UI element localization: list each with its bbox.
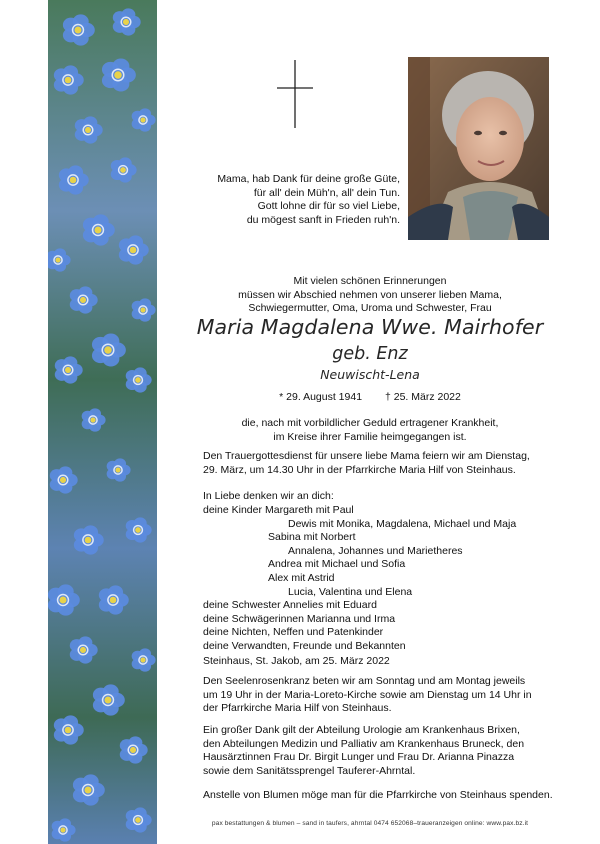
- rosary-line: Den Seelenrosenkranz beten wir am Sonntag und am Montag jeweils: [203, 675, 526, 687]
- flower-icon: [54, 65, 84, 94]
- thanks-line: sowie dem Sanitätssprengel Tauferer-Ahrntal.: [203, 764, 416, 777]
- death-date: † 25. März 2022: [384, 391, 461, 403]
- flower-icon: [70, 286, 98, 313]
- intro-line: müssen wir Abschied nehmen von unserer lieben Mama,: [238, 288, 502, 301]
- flower-icon: [75, 116, 103, 143]
- flower-icon: [92, 333, 126, 366]
- flower-icon: [74, 525, 104, 554]
- house-name: Neuwischt-Lena: [320, 367, 420, 382]
- flower-icon: [113, 8, 141, 35]
- intro-text: [170, 275, 570, 316]
- children-list: [265, 504, 354, 518]
- intro-line: Mit vielen schönen Erinnerungen: [293, 275, 447, 287]
- child-entry: Andrea mit Michael und Sofia: [268, 558, 406, 571]
- child-entry: Alex mit Astrid: [268, 571, 335, 584]
- flower-icon: [82, 408, 106, 431]
- birth-date: * 29. August 1941: [279, 391, 363, 403]
- portrait-illustration: [408, 57, 549, 240]
- flower-icon: [102, 58, 136, 91]
- maiden-name: geb. Enz: [332, 344, 408, 364]
- flower-icon: [132, 108, 156, 131]
- verse-line: du mögest sanft in Frieden ruh'n.: [246, 213, 400, 226]
- flowers-illustration: [48, 0, 157, 844]
- flower-icon: [50, 466, 78, 493]
- service-line: Den Trauergottesdienst für unsere liebe Mama feiern wir am Dienstag,: [203, 450, 530, 462]
- child-entry: Dewis mit Monika, Magdalena, Michael und Maja: [288, 517, 517, 530]
- flower-icon: [73, 774, 105, 805]
- thanks-text: [203, 724, 553, 778]
- flower-icon: [55, 356, 83, 383]
- place-date: Steinhaus, St. Jakob, am 25. März 2022: [203, 655, 390, 667]
- flower-icon: [59, 165, 89, 194]
- flower-icon: [111, 157, 137, 182]
- flower-icon: [126, 807, 152, 832]
- relative-entry: deine Verwandten, Freunde und Bekannten: [203, 639, 406, 652]
- rosary-text: [203, 675, 553, 716]
- verse-line: für all' dein Müh'n, all' dein Tun.: [253, 186, 400, 199]
- cross-icon: [277, 60, 313, 128]
- flower-icon: [48, 248, 71, 271]
- flower-icon: [70, 636, 98, 663]
- flower-icon: [83, 214, 115, 245]
- intro-line: Schwiegermutter, Oma, Uroma und Schwester, Frau: [248, 302, 492, 315]
- flower-icon: [93, 684, 125, 715]
- forget-me-not-flowers: [48, 0, 157, 844]
- funeral-service: [203, 450, 553, 477]
- deceased-name: Maria Magdalena Wwe. Mairhofer: [196, 315, 544, 339]
- flower-icon: [132, 648, 156, 671]
- children-group: [203, 504, 553, 518]
- flower-icon: [52, 818, 76, 841]
- verse-line: Gott lohne dir für so viel Liebe,: [257, 200, 400, 212]
- flower-icon: [120, 736, 148, 763]
- flower-icon: [132, 298, 156, 321]
- flower-icon: [99, 585, 129, 614]
- flowers-note: Anstelle von Blumen möge man für die Pfarrkirche von Steinhaus spenden.: [203, 789, 553, 801]
- family-list: [203, 504, 553, 654]
- flower-icon: [63, 14, 95, 45]
- footer-imprint: pax bestattungen & blumen – sand in taufers, ahrntal 0474 652068–traueranzeigen online: www.pax.bz.it: [211, 820, 529, 827]
- life-dates: [170, 391, 570, 403]
- child-entry: Sabina mit Norbert: [268, 531, 356, 544]
- rosary-line: der Pfarrkirche Maria Hilf von Steinhaus.: [203, 702, 392, 715]
- portrait-photo: [408, 57, 549, 240]
- passing-line: die, nach mit vorbildlicher Geduld ertragener Krankheit,: [241, 417, 499, 429]
- child-entry: Margareth mit Paul: [265, 504, 354, 516]
- children-label: deine Kinder: [203, 504, 262, 516]
- child-entry: Annalena, Johannes und Marietheres: [288, 544, 463, 557]
- relative-entry: deine Nichten, Neffen und Patenkinder: [203, 626, 384, 639]
- relative-entry: deine Schwester Annelies mit Eduard: [203, 599, 377, 612]
- service-line: 29. März, um 14.30 Uhr in der Pfarrkirche Maria Hilf von Steinhaus.: [203, 463, 516, 476]
- flower-icon: [48, 584, 80, 615]
- thanks-line: Hausärztinnen Frau Dr. Birgit Lunger und Frau Dr. Arianna Pinazza: [203, 751, 515, 764]
- memory-title: In Liebe denken wir an dich:: [203, 490, 334, 502]
- verse-line: Mama, hab Dank für deine große Güte,: [217, 173, 400, 185]
- thanks-line: Ein großer Dank gilt der Abteilung Urologie am Krankenhaus Brixen,: [203, 724, 520, 736]
- passing-line: im Kreise ihrer Familie heimgegangen ist.: [273, 430, 467, 443]
- passing-text: [170, 417, 570, 444]
- relative-entry: deine Schwägerinnen Marianna und Irma: [203, 612, 396, 625]
- child-entry: Lucia, Valentina und Elena: [288, 585, 413, 598]
- flower-icon: [107, 458, 131, 481]
- flower-icon: [119, 235, 149, 264]
- rosary-line: um 19 Uhr in der Maria-Loreto-Kirche sowie am Dienstag um 14 Uhr in: [203, 688, 532, 701]
- verse: [170, 173, 400, 227]
- thanks-line: den Abteilungen Medizin und Palliativ am Krankenhaus Bruneck, den: [203, 737, 525, 750]
- flower-icon: [126, 367, 152, 392]
- flower-icon: [54, 715, 84, 744]
- flower-icon: [126, 517, 152, 542]
